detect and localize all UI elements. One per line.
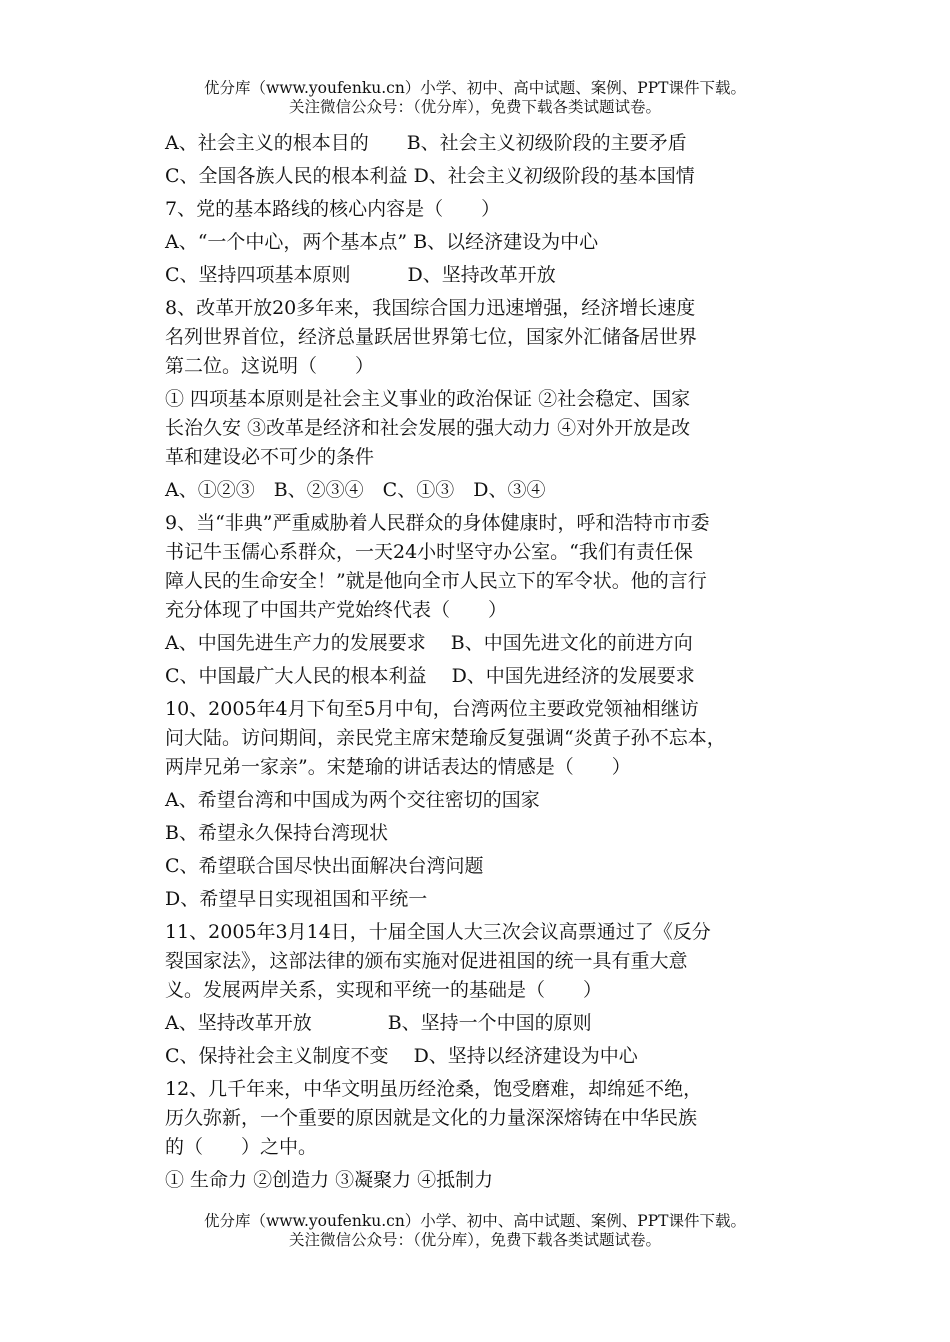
page-footer	[0, 1212, 950, 1250]
q10-option-c: C、希望联合国尽快出面解决台湾问题	[165, 855, 484, 877]
q9-options-cd: C、中国最广大人民的根本利益 D、中国先进经济的发展要求	[165, 665, 695, 687]
q6-options-cd: C、全国各族人民的根本利益 D、社会主义初级阶段的基本国情	[165, 165, 695, 187]
q11-options-cd: C、保持社会主义制度不变 D、坚持以经济建设为中心	[165, 1045, 638, 1067]
question-body	[165, 129, 805, 1195]
q8-options: A、①②③ B、②③④ C、①③ D、③④	[165, 479, 546, 501]
q8-stem-1: 8、改革开放20多年来，我国综合国力迅速增强，经济增长速度	[165, 297, 696, 319]
q11-stem-1: 11、2005年3月14日，十届全国人大三次会议高票通过了《反分	[165, 921, 711, 943]
q8-stem-2: 名列世界首位，经济总量跃居世界第七位，国家外汇储备居世界	[165, 326, 698, 348]
q11-stem-2: 裂国家法》，这部法律的颁布实施对促进祖国的统一具有重大意	[165, 950, 688, 972]
q7-options-cd: C、坚持四项基本原则 D、坚持改革开放	[165, 264, 556, 286]
q9-options-ab: A、中国先进生产力的发展要求 B、中国先进文化的前进方向	[165, 632, 693, 654]
q10-stem-1: 10、2005年4月下旬至5月中旬，台湾两位主要政党领袖相继访	[165, 698, 699, 720]
page-header	[0, 79, 950, 117]
q7-stem: 7、党的基本路线的核心内容是（ ）	[165, 198, 501, 220]
q6-options-ab: A、社会主义的根本目的 B、社会主义初级阶段的主要矛盾	[165, 132, 687, 154]
q12-stem-3: 的（ ）之中。	[165, 1136, 318, 1158]
q9-stem-3: 障人民的生命安全！”就是他向全市人民立下的军令状。他的言行	[165, 570, 707, 592]
footer-line-1: 优分库（www.youfenku.cn）小学、初中、高中试题、案例、PPT课件下载。	[203, 1212, 747, 1230]
q12-stem-2: 历久弥新，一个重要的原因就是文化的力量深深熔铸在中华民族	[165, 1107, 698, 1129]
header-line-1: 优分库（www.youfenku.cn）小学、初中、高中试题、案例、PPT课件下载。	[203, 79, 747, 97]
footer-line-2: 关注微信公众号：（优分库），免费下载各类试题试卷。	[288, 1231, 661, 1249]
q12-stem-1: 12、几千年来，中华文明虽历经沧桑，饱受磨难，却绵延不绝，	[165, 1078, 703, 1100]
q10-option-b: B、希望永久保持台湾现状	[165, 822, 388, 844]
q8-statements-2: 长治久安 ③改革是经济和社会发展的强大动力 ④对外开放是改	[165, 417, 691, 439]
q10-option-a: A、希望台湾和中国成为两个交往密切的国家	[165, 789, 540, 811]
q8-statements-1: ① 四项基本原则是社会主义事业的政治保证 ②社会稳定、国家	[165, 388, 691, 410]
q8-stem-3: 第二位。这说明（ ）	[165, 355, 375, 377]
q10-stem-2: 问大陆。访问期间，亲民党主席宋楚瑜反复强调“炎黄子孙不忘本，	[165, 727, 726, 749]
q9-stem-4: 充分体现了中国共产党始终代表（ ）	[165, 599, 508, 621]
q10-stem-3: 两岸兄弟一家亲”。宋楚瑜的讲话表达的情感是（ ）	[165, 756, 631, 778]
q11-stem-3: 义。发展两岸关系，实现和平统一的基础是（ ）	[165, 979, 603, 1001]
q11-options-ab: A、坚持改革开放 B、坚持一个中国的原则	[165, 1012, 592, 1034]
q7-options-ab: A、“一个中心，两个基本点” B、以经济建设为中心	[165, 231, 599, 253]
q9-stem-2: 书记牛玉儒心系群众，一天24小时坚守办公室。“我们有责任保	[165, 541, 693, 563]
q8-statements-3: 革和建设必不可少的条件	[165, 446, 375, 468]
header-line-2: 关注微信公众号：（优分库），免费下载各类试题试卷。	[288, 98, 661, 116]
q9-stem-1: 9、当“非典”严重威胁着人民群众的身体健康时，呼和浩特市市委	[165, 512, 710, 534]
q10-option-d: D、希望早日实现祖国和平统一	[165, 888, 428, 910]
q12-statements: ① 生命力 ②创造力 ③凝聚力 ④抵制力	[165, 1169, 494, 1191]
